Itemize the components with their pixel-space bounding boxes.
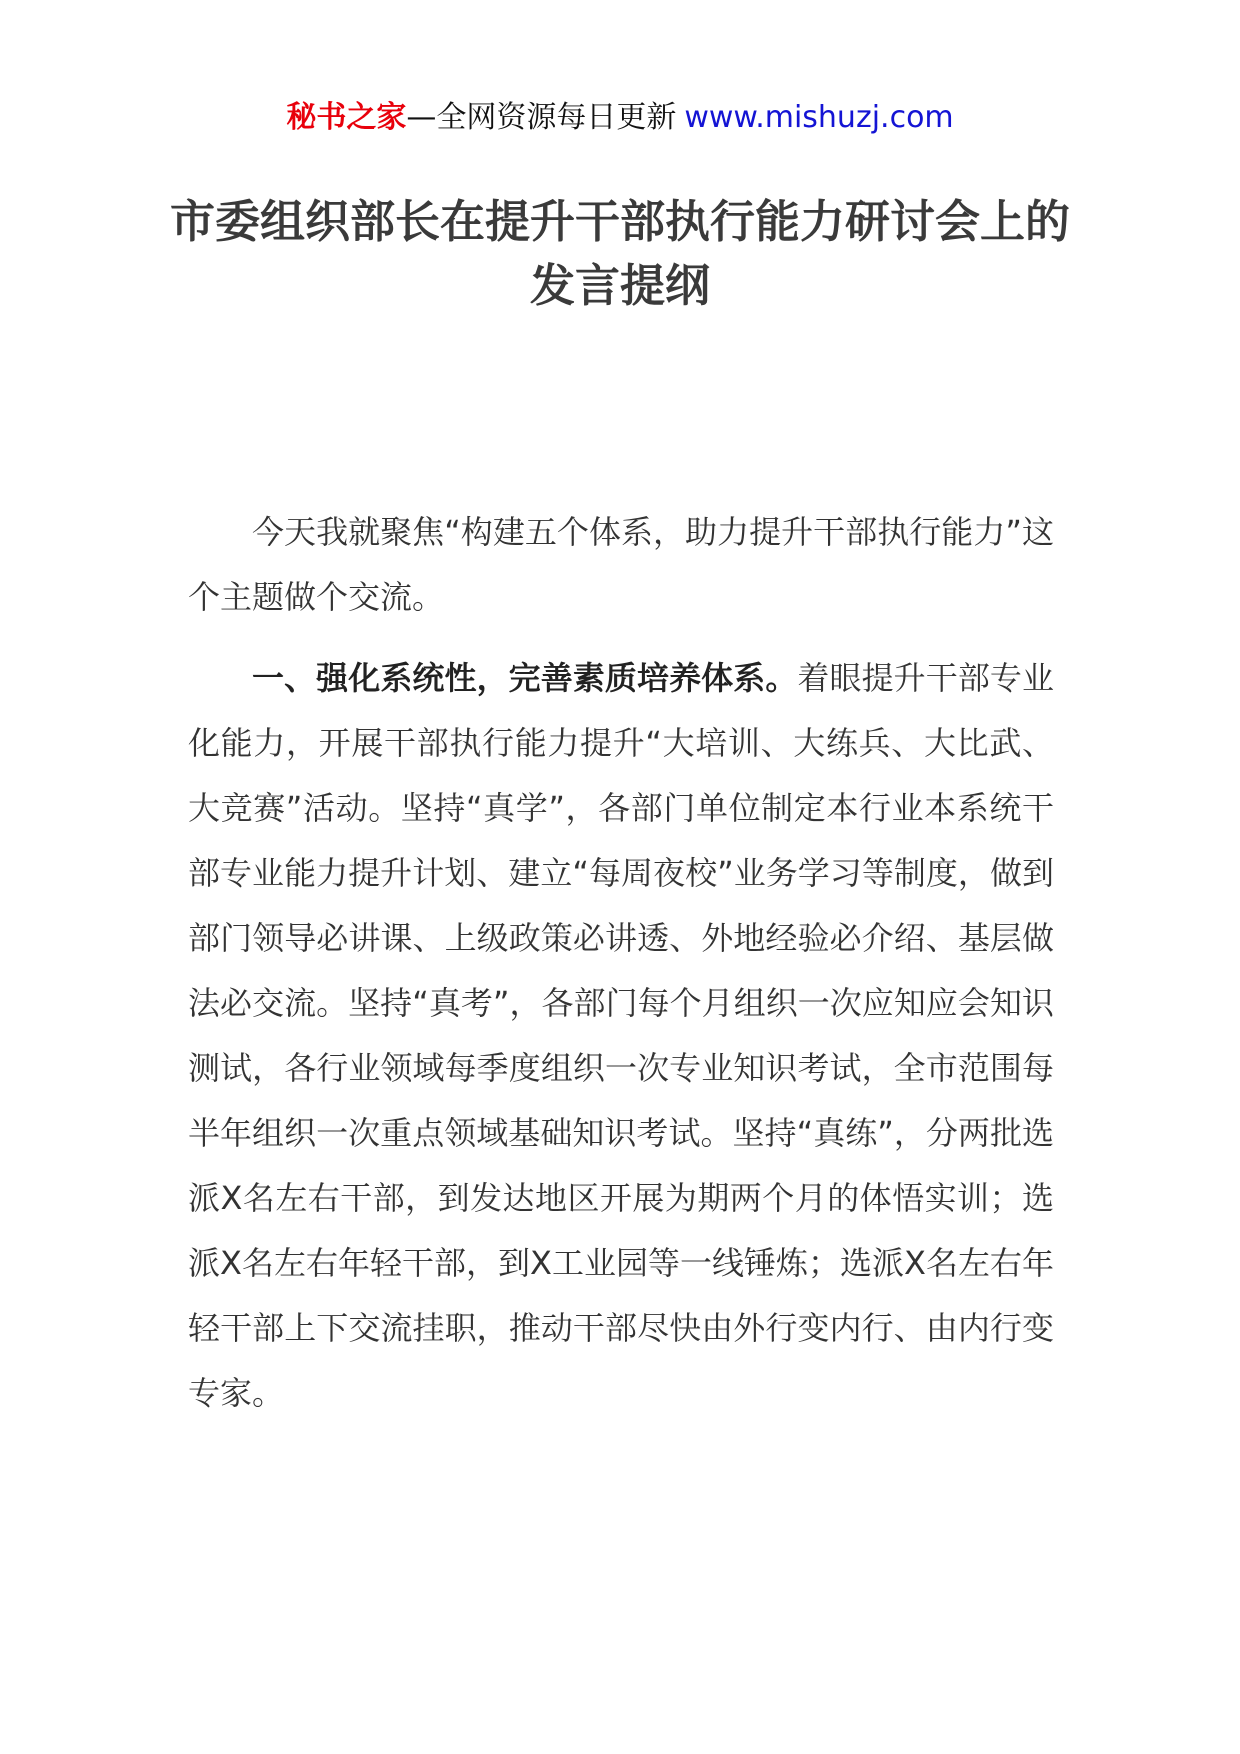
- header-slogan: 全网资源每日更新: [436, 100, 677, 135]
- brand-name: 秘书之家: [286, 100, 407, 135]
- document-body: [188, 500, 1054, 1442]
- site-header: [0, 98, 1240, 138]
- site-url-link[interactable]: www.mishuzj.com: [684, 100, 954, 135]
- section-1-text: 着眼提升干部专业化能力，开展干部执行能力提升“大培训、大练兵、大比武、大竞赛”活动。坚持“真学”，各部门单位制定本行业本系统干部专业能力提升计划、建立“每周夜校”业务学习等制度，做到部门领导必讲课、上级政策必讲透、外地经验必介绍、基层做法必交流。坚持“真考”，各部门每个月组织一次应知应会知识测试，各行业领域每季度组织一次专业知识考试，全市范围每半年组织一次重点领域基础知识考试。坚持“真练”，分两批选派X名左右干部，到发达地区开展为期两个月的体悟实训；选派X名左右年轻干部，到X工业园等一线锤炼；选派X名左右年轻干部上下交流挂职，推动干部尽快由外行变内行、由内行变专家。: [188, 659, 1054, 1412]
- section-1-paragraph: [188, 646, 1054, 1426]
- header-dash: —: [406, 100, 437, 135]
- document-title: 市委组织部长在提升干部执行能力研讨会上的发言提纲: [169, 195, 1070, 312]
- intro-paragraph: 今天我就聚焦“构建五个体系，助力提升干部执行能力”这个主题做个交流。: [188, 513, 1054, 616]
- section-1-heading: 一、强化系统性，完善素质培养体系。: [252, 659, 798, 697]
